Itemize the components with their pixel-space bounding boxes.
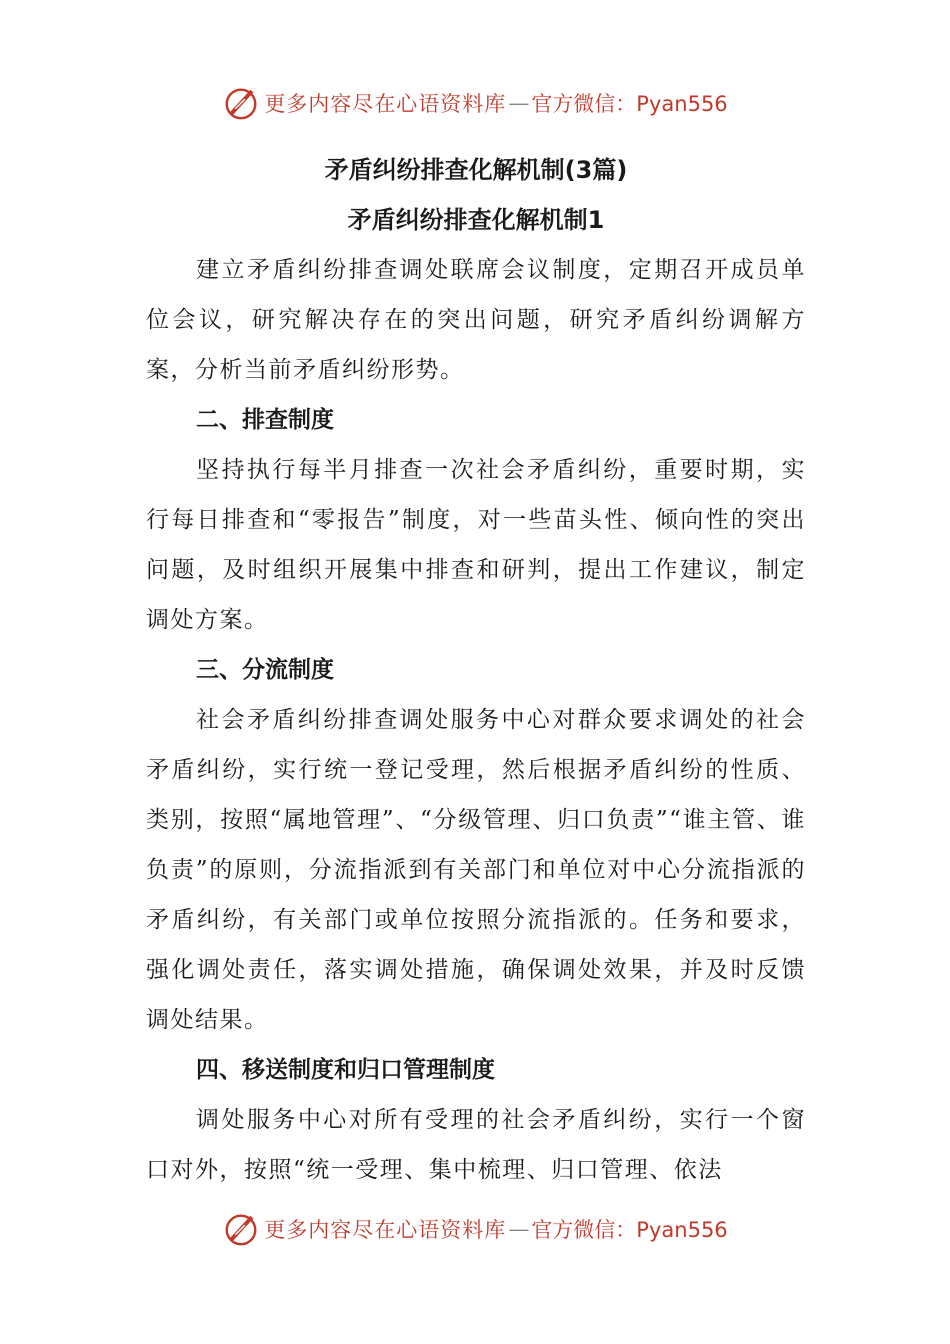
document-title: 矛盾纠纷排查化解机制(3篇) xyxy=(324,156,628,184)
banner-text: 更多内容尽在心语资料库 xyxy=(264,1218,507,1242)
quill-logo-icon xyxy=(222,84,260,122)
paragraph: 建立矛盾纠纷排查调处联席会议制度，定期召开成员单位会议，研究解决存在的突出问题，研究矛盾纠纷调解方案，分析当前矛盾纠纷形势。 xyxy=(146,257,806,383)
banner-separator: — xyxy=(508,91,530,115)
quill-logo-icon xyxy=(222,1210,260,1248)
banner-wechat: 官方微信：Pyan556 xyxy=(531,92,728,116)
banner-separator: — xyxy=(508,1217,530,1241)
document-body xyxy=(146,145,806,1195)
header-banner xyxy=(0,83,950,123)
paragraph: 调处服务中心对所有受理的社会矛盾纠纷，实行一个窗口对外，按照“统一受理、集中梳理、归口管理、依法 xyxy=(146,1107,806,1183)
section-heading: 四、移送制度和归口管理制度 xyxy=(196,1057,495,1083)
document-sections xyxy=(146,245,806,1195)
paragraph: 坚持执行每半月排查一次社会矛盾纠纷，重要时期，实行每日排查和“零报告”制度，对一些苗头性、倾向性的突出问题，及时组织开展集中排查和研判，提出工作建议，制定调处方案。 xyxy=(146,457,806,633)
document-subtitle: 矛盾纠纷排查化解机制1 xyxy=(347,206,605,234)
footer-banner xyxy=(0,1209,950,1249)
section-heading: 二、排查制度 xyxy=(196,407,334,433)
paragraph: 社会矛盾纠纷排查调处服务中心对群众要求调处的社会矛盾纠纷，实行统一登记受理，然后根据矛盾纠纷的性质、类别，按照“属地管理”、“分级管理、归口负责”“谁主管、谁负责”的原则，分流指派到有关部门和单位对中心分流指派的矛盾纠纷，有关部门或单位按照分流指派的。任务和要求，强化调处责任，落实调处措施，确保调处效果，并及时反馈调处结果。 xyxy=(146,707,806,1033)
banner-wechat: 官方微信：Pyan556 xyxy=(531,1218,728,1242)
banner-text: 更多内容尽在心语资料库 xyxy=(264,92,507,116)
section-heading: 三、分流制度 xyxy=(196,657,334,683)
